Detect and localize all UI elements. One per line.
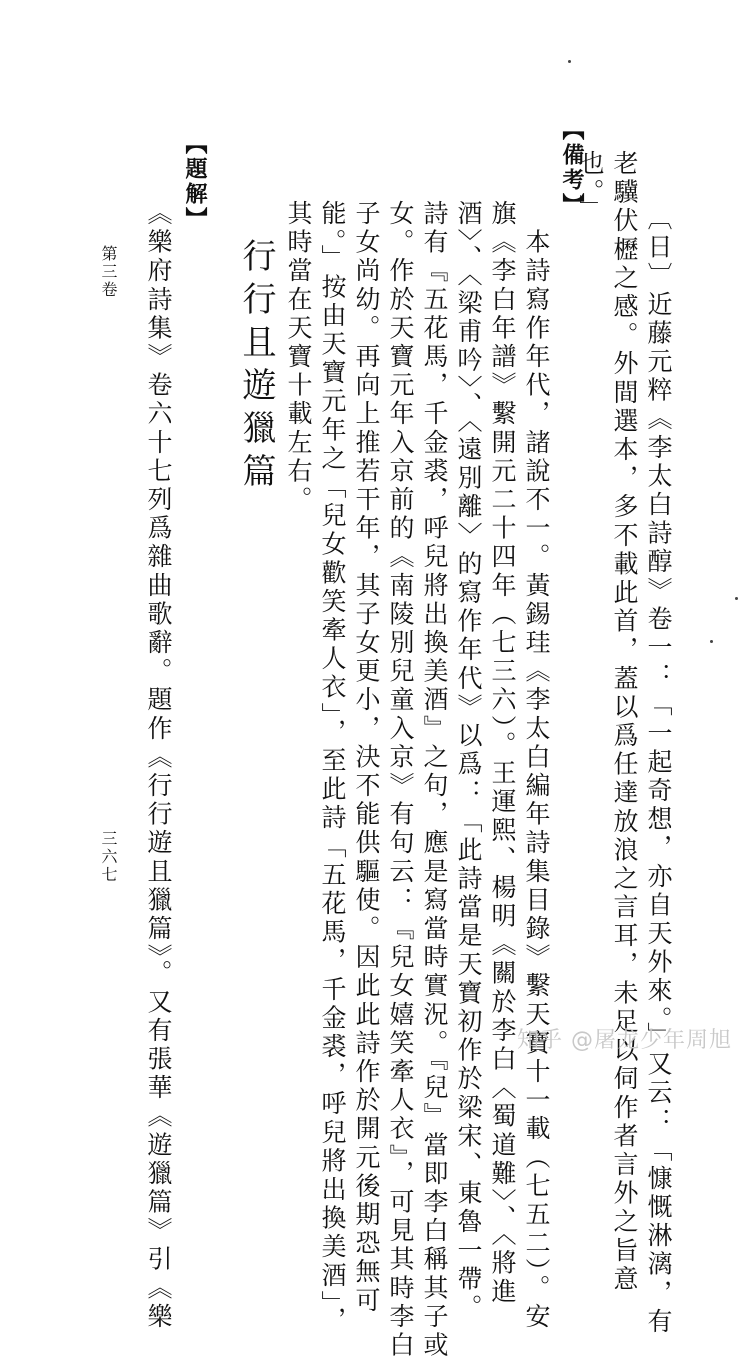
poem-title: 行行且遊獵篇 bbox=[236, 238, 276, 496]
bei-kao-line-7: 能。」按由天寶元年之「兒女歡笑牽人衣」，至此詩「五花馬，千金裘，呼兒將出換美酒」， bbox=[318, 200, 347, 1336]
scan-speck bbox=[735, 597, 738, 600]
bei-kao-line-3: 酒〉、〈梁甫吟〉、〈遠別離〉的寫作年代》以爲：「此詩當是天寶初作於梁宋、東魯一帶。 bbox=[454, 200, 483, 1323]
scan-speck bbox=[710, 640, 713, 643]
page-number: 三六七 bbox=[99, 830, 118, 884]
bei-kao-line-6: 子女尚幼。再向上推若干年，其子女更小，決不能供驅使。因此此詩作於開元後期恐無可 bbox=[352, 200, 381, 1316]
note-line-2: 老驥伏櫪之感。外間選本，多不載此首，蓋以爲任達放浪之言耳，未足以伺作者言外之旨意 bbox=[610, 150, 639, 1294]
volume-label: 第三卷 bbox=[99, 245, 118, 299]
bei-kao-line-5: 女。作於天寶元年入京前的《南陵別兒童入京》有句云：『兒女嬉笑牽人衣』，可見其時李白 bbox=[386, 200, 415, 1360]
bei-kao-heading: 【備考】 bbox=[559, 118, 584, 218]
ti-jie-heading: 【題解】 bbox=[182, 132, 207, 232]
bei-kao-line-2: 旗《李白年譜》繫開元二十四年（七三六）。王運熙、楊明《關於李白〈蜀道難〉、〈將進 bbox=[488, 200, 517, 1307]
bei-kao-line-1: 本詩寫作年代，諸說不一。黃錫珪《李太白編年詩集目錄》繫天寶十一載（七五二）。安 bbox=[522, 200, 551, 1332]
bei-kao-line-4: 詩有『五花馬，千金裘，呼兒將出換美酒』之句，應是寫當時實況。『兒』當即李白稱其子或 bbox=[420, 200, 449, 1360]
note-line-3: 也。」 bbox=[576, 150, 605, 224]
bei-kao-line-8: 其時當在天寶十載左右。 bbox=[284, 200, 313, 515]
scan-speck bbox=[568, 60, 571, 63]
watermark: 知乎 @屠龙少年周旭 bbox=[517, 1028, 732, 1053]
ti-jie-line-1: 《樂府詩集》卷六十七列爲雜曲歌辭。題作《行行遊且獵篇》。又有張華《遊獵篇》引《樂 bbox=[144, 200, 173, 1332]
note-line-1: 〔日〕近藤元粹《李太白詩醇》卷一：「一起奇想，亦自天外來。」又云：「慷慨淋漓，有 bbox=[644, 205, 673, 1337]
